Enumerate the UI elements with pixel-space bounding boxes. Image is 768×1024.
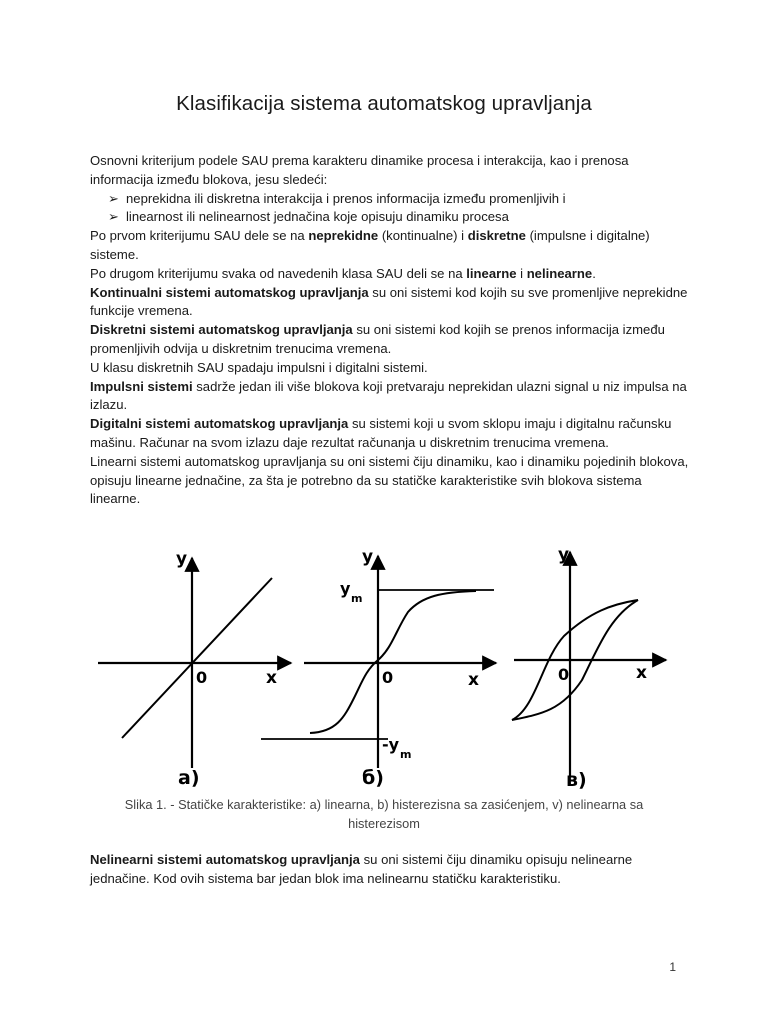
arrow-bullet-icon: ➢ <box>108 209 119 225</box>
bold-term: Kontinualni sistemi automatskog upravljanja <box>90 284 369 300</box>
bold-term: nelinearne <box>526 265 593 281</box>
bold-term: linearne <box>466 265 517 281</box>
panel-label-c: в) <box>566 769 587 790</box>
intro-paragraph: Osnovni kriterijum podele SAU prema karakteru dinamike procesa i interakcija, kao i prenosa informacija između blokova, jesu sledeći: <box>90 153 629 187</box>
arrow-bullet-icon: ➢ <box>108 190 119 206</box>
text-run: sadrže jedan ili više blokova koji pretvaraju neprekidan ulazni signal u niz impulsa na izlazu. <box>90 378 687 413</box>
neg-ym-label: -y <box>382 735 400 754</box>
page-title: Klasifikacija sistema automatskog upravljanja <box>176 92 592 115</box>
paragraph-digital-systems <box>90 415 690 453</box>
text-run: Po drugom kriterijumu svaka od navedenih klasa SAU deli se na <box>90 265 467 281</box>
bold-term: Impulsni sistemi <box>90 378 193 394</box>
text-run: su oni sistemi čiju dinamiku opisuju nelinearne jednačine. Kod ovih sistema bar jedan blok ima nelinearnu statičku karakteristiku. <box>90 852 633 886</box>
list-item-text: neprekidna ili diskretna interakcija i prenos informacija između promenljivih i <box>126 190 566 206</box>
y-axis-label: y <box>558 545 570 565</box>
text-run: su oni sistemi kod kojih se prenos informacija između promenljivih odvija u diskretnim trenucima vremena. <box>90 322 665 356</box>
paragraph-linear-systems: Linearni sistemi automatskog upravljanja su oni sistemi čiju dinamiku, kao i dinamiku pojedinih blokova, opisuju linearne jednačine, za šta je potrebno da su statičke karakteristike svih blokova sistema linearne. <box>90 453 689 507</box>
bold-term: Nelinearni sistemi automatskog upravljanja <box>90 852 360 867</box>
text-run: (kontinualne) i <box>378 228 468 244</box>
paragraph-discrete-classes: U klasu diskretnih SAU spadaju impulsni i digitalni sistemi. <box>90 359 428 375</box>
panel-linear <box>98 549 291 789</box>
text-run: (impulsne i digitalne) sisteme. <box>90 228 650 262</box>
paragraph-continuous-systems <box>90 284 690 322</box>
static-characteristics-figure <box>96 540 672 790</box>
text-run: su sistemi koji u svom sklopu imaju i digitalnu računsku mašinu. Računar na svom izlazu daje rezultat računanja u diskretnim trenucima vremena. <box>90 416 672 450</box>
panel-label-b: б) <box>362 767 384 789</box>
bold-term: Diskretni sistemi automatskog upravljanja <box>90 322 353 338</box>
criteria-list <box>90 190 690 228</box>
document-body-continued <box>90 851 690 889</box>
text-run: su oni sistemi kod kojih su sve promenljive neprekidne funkcije vremena. <box>90 284 688 319</box>
panel-label-a: a) <box>178 767 200 789</box>
text-run: i <box>516 265 527 281</box>
y-axis-label: y <box>176 549 188 569</box>
origin-label: 0 <box>196 668 208 687</box>
paragraph-discrete-systems <box>90 321 690 359</box>
origin-label: 0 <box>558 665 570 684</box>
bold-term: diskretne <box>467 228 526 244</box>
x-axis-label: x <box>266 668 277 688</box>
paragraph-nonlinear-systems <box>90 851 690 889</box>
panel-hysteresis <box>512 545 666 790</box>
document-body <box>90 152 690 509</box>
figure-caption: Slika 1. - Statičke karakteristike: a) linearna, b) histerezisna sa zasićenjem, v) nelinearna sa histerezisom <box>124 797 644 831</box>
ym-label: y <box>340 579 351 598</box>
page-number: 1 <box>669 960 676 974</box>
text-run: . <box>592 265 596 281</box>
paragraph-impulse-systems <box>90 378 690 416</box>
list-item-text: linearnost ili nelinearnost jednačina koje opisuju dinamiku procesa <box>126 209 509 225</box>
panel-saturation <box>261 547 496 789</box>
neg-ym-subscript: m <box>400 748 412 761</box>
list-item <box>108 190 690 209</box>
origin-label: 0 <box>382 668 394 687</box>
linear-characteristic <box>122 578 272 738</box>
list-item <box>108 208 690 227</box>
bold-term: Digitalni sistemi automatskog upravljanja <box>90 416 349 432</box>
x-axis-label: x <box>468 670 479 690</box>
paragraph-second-criterion <box>90 265 690 284</box>
text-run: Po prvom kriterijumu SAU dele se na <box>90 228 309 244</box>
ym-subscript: m <box>351 592 363 605</box>
bold-term: neprekidne <box>308 228 379 244</box>
x-axis-label: x <box>636 663 647 683</box>
paragraph-first-criterion <box>90 227 690 265</box>
y-axis-label: y <box>362 547 374 567</box>
